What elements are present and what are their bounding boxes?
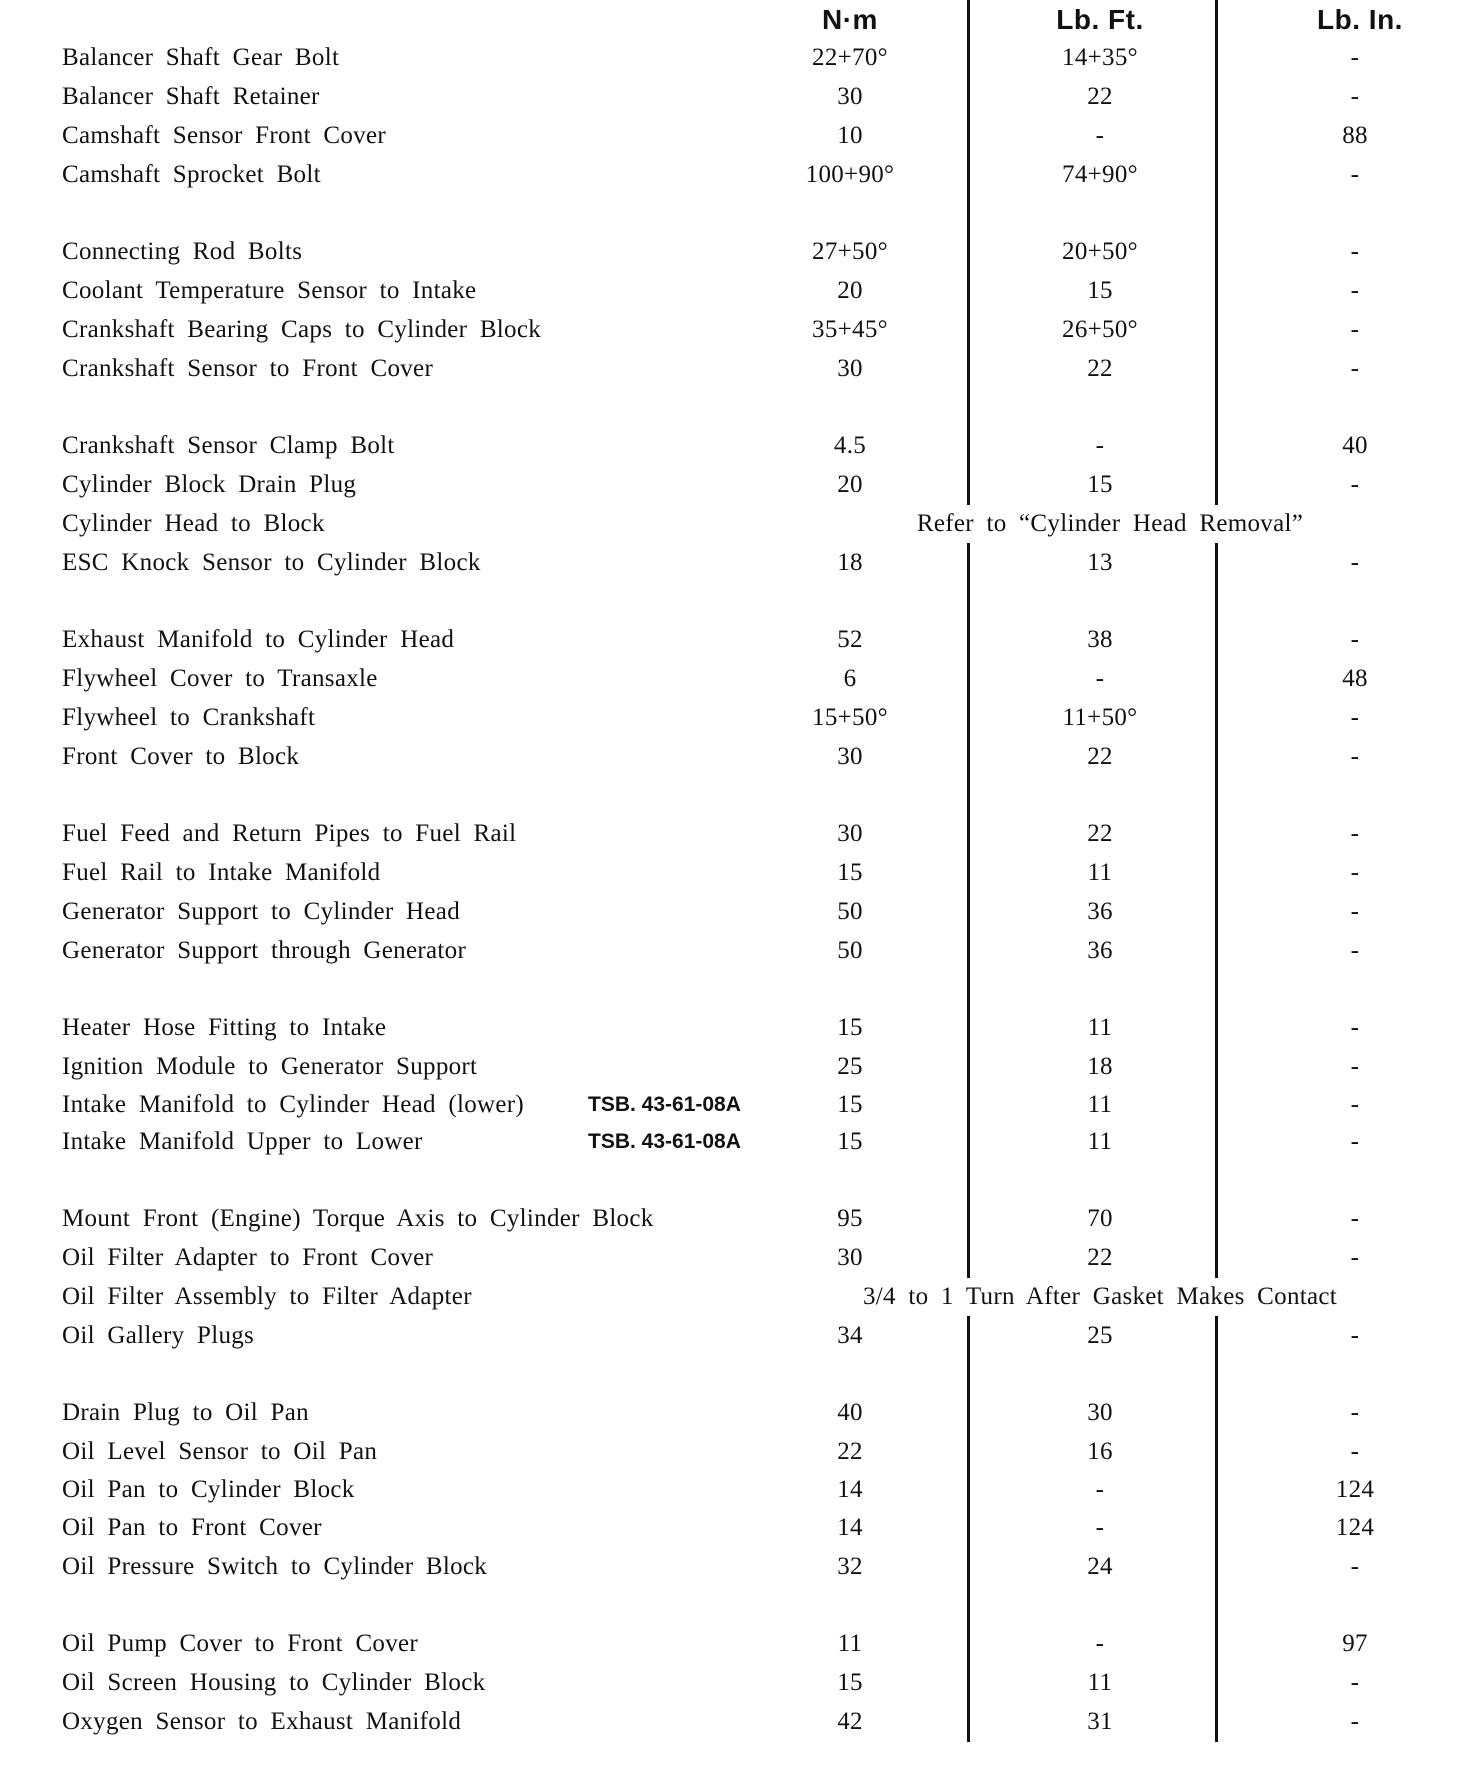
table-row	[0, 1471, 1472, 1509]
row-name: Crankshaft Sensor to Front Cover	[62, 355, 434, 382]
table-row	[0, 621, 1472, 659]
table-row	[0, 893, 1472, 931]
value-lb-in: -	[1350, 549, 1360, 576]
row-name: ESC Knock Sensor to Cylinder Block	[62, 549, 481, 576]
row-name: Fuel Rail to Intake Manifold	[62, 859, 381, 886]
row-name: Generator Support through Generator	[62, 937, 467, 964]
value-lb-ft: 22	[1087, 1244, 1113, 1271]
value-lb-in: -	[1350, 820, 1360, 847]
table-row	[0, 117, 1472, 155]
value-nm: 95	[837, 1205, 863, 1232]
table-row	[0, 466, 1472, 504]
header-lb-ft: Lb. Ft.	[1056, 4, 1144, 35]
value-lb-ft: 22	[1087, 355, 1113, 382]
value-nm: 14	[837, 1476, 863, 1503]
row-name: Balancer Shaft Retainer	[62, 83, 320, 110]
row-name: Intake Manifold to Cylinder Head (lower)	[62, 1091, 525, 1118]
value-nm: 22	[837, 1438, 863, 1465]
table-row	[0, 233, 1472, 271]
value-lb-in: -	[1350, 1438, 1360, 1465]
value-lb-ft: 26+50°	[1062, 316, 1138, 343]
table-row	[0, 1317, 1472, 1355]
table-row	[0, 311, 1472, 349]
table-row	[0, 699, 1472, 737]
row-name: Drain Plug to Oil Pan	[62, 1399, 309, 1426]
row-name: Connecting Rod Bolts	[62, 238, 303, 265]
value-nm: 6	[843, 665, 857, 692]
value-nm: 32	[837, 1553, 863, 1580]
value-lb-in: 124	[1335, 1514, 1375, 1541]
value-lb-in: -	[1350, 316, 1360, 343]
value-nm: 100+90°	[805, 161, 895, 188]
value-lb-ft: 18	[1087, 1053, 1113, 1080]
value-lb-ft: 31	[1087, 1708, 1113, 1735]
table-row	[0, 854, 1472, 892]
value-lb-in: -	[1350, 355, 1360, 382]
value-nm: 30	[837, 83, 863, 110]
value-nm: 50	[837, 937, 863, 964]
row-name: Oil Pressure Switch to Cylinder Block	[62, 1553, 488, 1580]
value-lb-ft: 24	[1087, 1553, 1113, 1580]
value-lb-ft: 38	[1087, 626, 1113, 653]
row-name: Oil Screen Housing to Cylinder Block	[62, 1669, 486, 1696]
row-name: Oil Filter Assembly to Filter Adapter	[62, 1283, 472, 1310]
value-lb-ft: -	[1095, 665, 1105, 692]
table-row	[0, 815, 1472, 853]
value-lb-in: -	[1350, 1399, 1360, 1426]
value-lb-in: 40	[1342, 432, 1368, 459]
table-row	[0, 1433, 1472, 1471]
value-lb-in: -	[1350, 859, 1360, 886]
value-lb-in: -	[1350, 1014, 1360, 1041]
value-nm: 27+50°	[812, 238, 888, 265]
value-nm: 35+45°	[812, 316, 888, 343]
value-lb-in: -	[1350, 277, 1360, 304]
value-nm: 52	[837, 626, 863, 653]
value-lb-ft: 25	[1087, 1322, 1113, 1349]
row-name: Oil Pan to Front Cover	[62, 1514, 322, 1541]
table-row	[0, 427, 1472, 465]
table-row	[0, 1278, 1472, 1316]
table-row	[0, 1548, 1472, 1586]
value-lb-ft: 30	[1087, 1399, 1113, 1426]
value-lb-in: -	[1350, 1708, 1360, 1735]
row-name: Flywheel to Crankshaft	[62, 704, 316, 731]
value-lb-in: -	[1350, 161, 1360, 188]
value-lb-in: -	[1350, 704, 1360, 731]
row-name: Intake Manifold Upper to Lower	[62, 1128, 423, 1155]
value-nm: 40	[837, 1399, 863, 1426]
header-nm: N·m	[822, 4, 878, 35]
value-lb-in: 124	[1335, 1476, 1375, 1503]
value-lb-ft: 11	[1087, 1669, 1113, 1696]
value-lb-ft: 15	[1087, 471, 1113, 498]
value-lb-in: -	[1350, 1322, 1360, 1349]
row-name: Coolant Temperature Sensor to Intake	[62, 277, 477, 304]
row-name: Front Cover to Block	[62, 743, 300, 770]
table-row	[0, 1625, 1472, 1663]
header-lb-in: Lb. In.	[1317, 4, 1403, 35]
value-lb-in: -	[1350, 743, 1360, 770]
value-lb-in: -	[1350, 1244, 1360, 1271]
value-nm: 20	[837, 277, 863, 304]
value-nm: 15+50°	[812, 704, 888, 731]
value-lb-ft: 16	[1087, 1438, 1113, 1465]
value-nm: 4.5	[833, 432, 867, 459]
value-nm: 30	[837, 820, 863, 847]
value-lb-ft: 11	[1087, 1128, 1113, 1155]
table-row	[0, 1664, 1472, 1702]
row-spanning-note: Refer to “Cylinder Head Removal”	[916, 510, 1304, 537]
value-lb-ft: 36	[1087, 898, 1113, 925]
row-name: Oil Pump Cover to Front Cover	[62, 1630, 419, 1657]
row-name: Oil Level Sensor to Oil Pan	[62, 1438, 378, 1465]
value-lb-ft: 22	[1087, 743, 1113, 770]
row-name: Generator Support to Cylinder Head	[62, 898, 460, 925]
value-lb-ft: 70	[1087, 1205, 1113, 1232]
value-lb-ft: 22	[1087, 820, 1113, 847]
value-nm: 15	[837, 1669, 863, 1696]
value-lb-ft: 11+50°	[1062, 704, 1138, 731]
table-row	[0, 272, 1472, 310]
row-name: Camshaft Sensor Front Cover	[62, 122, 386, 149]
value-lb-in: -	[1350, 238, 1360, 265]
row-name: Flywheel Cover to Transaxle	[62, 665, 378, 692]
value-nm: 22+70°	[812, 44, 888, 71]
row-tsb-note: TSB. 43-61-08A	[588, 1093, 741, 1116]
row-name: Fuel Feed and Return Pipes to Fuel Rail	[62, 820, 517, 847]
value-nm: 11	[837, 1630, 863, 1657]
row-name: Mount Front (Engine) Torque Axis to Cylinder Block	[62, 1205, 654, 1232]
value-lb-in: -	[1350, 44, 1360, 71]
table-row	[0, 1123, 1472, 1161]
value-nm: 30	[837, 355, 863, 382]
value-lb-in: -	[1350, 1669, 1360, 1696]
value-lb-ft: -	[1095, 1514, 1105, 1541]
row-name: Crankshaft Sensor Clamp Bolt	[62, 432, 395, 459]
row-name: Balancer Shaft Gear Bolt	[62, 44, 340, 71]
table-row	[0, 1703, 1472, 1741]
value-lb-ft: -	[1095, 432, 1105, 459]
row-name: Oxygen Sensor to Exhaust Manifold	[62, 1708, 462, 1735]
value-lb-in: -	[1350, 1553, 1360, 1580]
value-lb-in: -	[1350, 471, 1360, 498]
table-row	[0, 544, 1472, 582]
table-row	[0, 1394, 1472, 1432]
value-nm: 15	[837, 859, 863, 886]
value-lb-ft: 15	[1087, 277, 1113, 304]
value-lb-ft: 13	[1087, 549, 1113, 576]
value-nm: 15	[837, 1128, 863, 1155]
value-nm: 30	[837, 1244, 863, 1271]
value-lb-ft: 14+35°	[1062, 44, 1138, 71]
row-name: Ignition Module to Generator Support	[62, 1053, 478, 1080]
value-nm: 30	[837, 743, 863, 770]
row-name: Exhaust Manifold to Cylinder Head	[62, 626, 455, 653]
value-nm: 10	[837, 122, 863, 149]
value-nm: 34	[837, 1322, 863, 1349]
value-nm: 20	[837, 471, 863, 498]
row-name: Oil Pan to Cylinder Block	[62, 1476, 355, 1503]
value-lb-ft: 36	[1087, 937, 1113, 964]
table-row	[0, 1009, 1472, 1047]
value-lb-ft: 74+90°	[1062, 161, 1138, 188]
row-name: Cylinder Block Drain Plug	[62, 471, 357, 498]
table-row	[0, 660, 1472, 698]
table-row	[0, 1048, 1472, 1086]
row-name: Camshaft Sprocket Bolt	[62, 161, 321, 188]
value-lb-in: -	[1350, 1128, 1360, 1155]
table-row	[0, 505, 1472, 543]
value-nm: 15	[837, 1014, 863, 1041]
row-spanning-note: 3/4 to 1 Turn After Gasket Makes Contact	[862, 1283, 1338, 1310]
value-lb-in: 48	[1342, 665, 1368, 692]
value-lb-in: -	[1350, 626, 1360, 653]
value-lb-in: 88	[1342, 122, 1368, 149]
value-lb-ft: 11	[1087, 1091, 1113, 1118]
row-name: Oil Filter Adapter to Front Cover	[62, 1244, 434, 1271]
row-name: Crankshaft Bearing Caps to Cylinder Block	[62, 316, 542, 343]
table-row	[0, 156, 1472, 194]
row-tsb-note: TSB. 43-61-08A	[588, 1130, 741, 1153]
value-lb-ft: 11	[1087, 859, 1113, 886]
value-nm: 50	[837, 898, 863, 925]
value-lb-in: -	[1350, 898, 1360, 925]
value-lb-ft: -	[1095, 1630, 1105, 1657]
table-row	[0, 39, 1472, 77]
value-nm: 42	[837, 1708, 863, 1735]
value-lb-in: -	[1350, 1205, 1360, 1232]
value-lb-ft: 22	[1087, 83, 1113, 110]
value-lb-in: -	[1350, 1053, 1360, 1080]
value-nm: 25	[837, 1053, 863, 1080]
table-row	[0, 738, 1472, 776]
table-row	[0, 1509, 1472, 1547]
value-lb-in: -	[1350, 1091, 1360, 1118]
table-row	[0, 932, 1472, 970]
table-row	[0, 350, 1472, 388]
table-row	[0, 1200, 1472, 1238]
value-lb-ft: 20+50°	[1062, 238, 1138, 265]
value-lb-ft: 11	[1087, 1014, 1113, 1041]
value-nm: 14	[837, 1514, 863, 1541]
row-name: Heater Hose Fitting to Intake	[62, 1014, 387, 1041]
table-row	[0, 78, 1472, 116]
value-nm: 18	[837, 549, 863, 576]
row-name: Cylinder Head to Block	[62, 510, 325, 537]
table-row	[0, 1086, 1472, 1124]
value-lb-in: -	[1350, 937, 1360, 964]
value-lb-in: -	[1350, 83, 1360, 110]
value-lb-ft: -	[1095, 1476, 1105, 1503]
table-row	[0, 1239, 1472, 1277]
value-nm: 15	[837, 1091, 863, 1118]
row-name: Oil Gallery Plugs	[62, 1322, 255, 1349]
value-lb-in: 97	[1342, 1630, 1368, 1657]
value-lb-ft: -	[1095, 122, 1105, 149]
